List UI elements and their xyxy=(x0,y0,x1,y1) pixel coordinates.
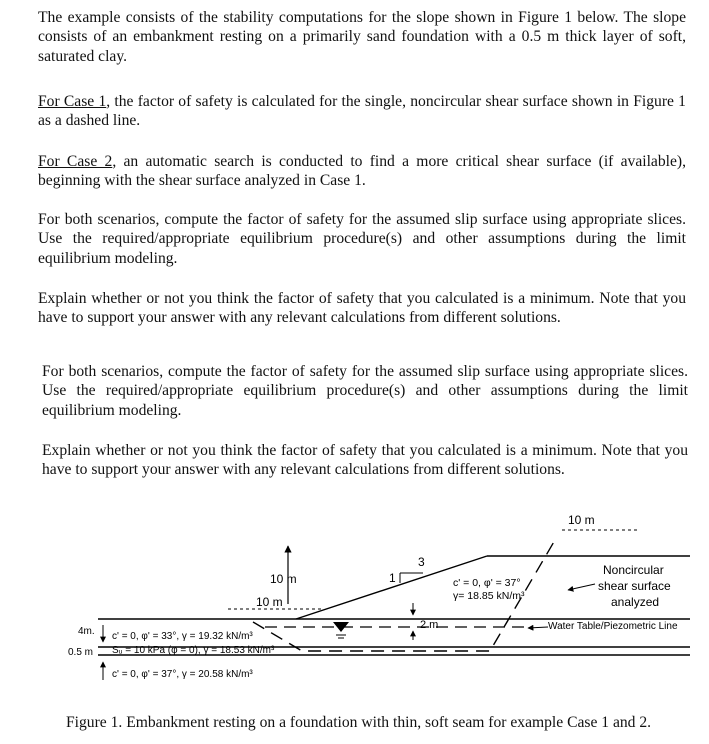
embankment-props-line1: c' = 0, φ' = 37° xyxy=(453,577,521,589)
scenario-text-1: For both scenarios, compute the factor of safety for the assumed slip surface using appropriate slices. Use the required/appropriate equilibrium procedure(s) and other assumptions during the limit equilibrium modeling. xyxy=(38,211,686,267)
layer3-props: c' = 0, φ' = 37°, γ = 20.58 kN/m³ xyxy=(112,669,253,680)
scenario-text-2: For both scenarios, compute the factor of safety for the assumed slip surface using appropriate slices. Use the required/appropriate equilibrium procedure(s) and other assumptions during the limit equilibrium modeling. xyxy=(42,363,688,419)
case2-lead: For Case 2 xyxy=(38,153,113,170)
slope-ratio-v-label: 3 xyxy=(418,555,425,569)
water-table-label: Water Table/Piezometric Line xyxy=(548,621,678,632)
embankment-props-line2: γ= 18.85 kN/m³ xyxy=(453,590,525,602)
crest-left-label: 10 m xyxy=(256,595,283,609)
explain-paragraph-2 xyxy=(42,441,688,480)
explain-text-2: Explain whether or not you think the factor of safety that you calculated is a minimum. Note that you have to support your answer with any relevant calculations from different solutions. xyxy=(42,442,688,479)
embankment-figure xyxy=(0,500,709,710)
surface-label-arrow xyxy=(568,584,595,590)
case1-paragraph xyxy=(38,92,686,131)
depth-label: 2 m xyxy=(420,619,439,631)
surface-label-line1: Noncircular xyxy=(603,563,664,577)
layer1-props: c' = 0, φ' = 33°, γ = 19.32 kN/m³ xyxy=(112,631,253,642)
case1-lead: For Case 1 xyxy=(38,93,107,110)
half-m-label: 0.5 m xyxy=(68,647,94,658)
intro-text: The example consists of the stability computations for the slope shown in Figure 1 below. The slope consists of an embankment resting on a primarily sand foundation with a 0.5 m thick layer of soft, saturated clay. xyxy=(38,9,686,65)
scenario-paragraph-1 xyxy=(38,210,686,268)
explain-text-1: Explain whether or not you think the factor of safety that you calculated is a minimum. Note that you have to support your answer with any relevant calculations from different solutions. xyxy=(38,290,686,327)
case2-paragraph xyxy=(38,152,686,191)
intro-paragraph xyxy=(38,8,686,66)
case2-text: , an automatic search is conducted to find a more critical shear surface (if available), beginning with the shear surface analyzed in Case 1. xyxy=(38,153,686,190)
slope-ratio-h-label: 1 xyxy=(389,571,396,585)
water-label-arrow xyxy=(528,627,548,628)
case1-text: , the factor of safety is calculated for the single, noncircular shear surface shown in Figure 1 as a dashed line. xyxy=(38,93,686,130)
surface-label-line2: shear surface xyxy=(598,579,671,593)
figure-caption: Figure 1. Embankment resting on a foundation with thin, soft seam for example Case 1 and 2. xyxy=(66,714,652,731)
scenario-paragraph-2 xyxy=(42,362,688,420)
four-m-label: 4m. xyxy=(78,626,95,637)
surface-label-line3: analyzed xyxy=(611,595,660,609)
layer2-props: Sᵤ = 10 kPa (φ = 0), γ = 18.53 kN/m³ xyxy=(112,645,275,656)
height-label: 10 m xyxy=(270,572,297,586)
top-width-label: 10 m xyxy=(568,513,595,527)
explain-paragraph-1 xyxy=(38,289,686,328)
